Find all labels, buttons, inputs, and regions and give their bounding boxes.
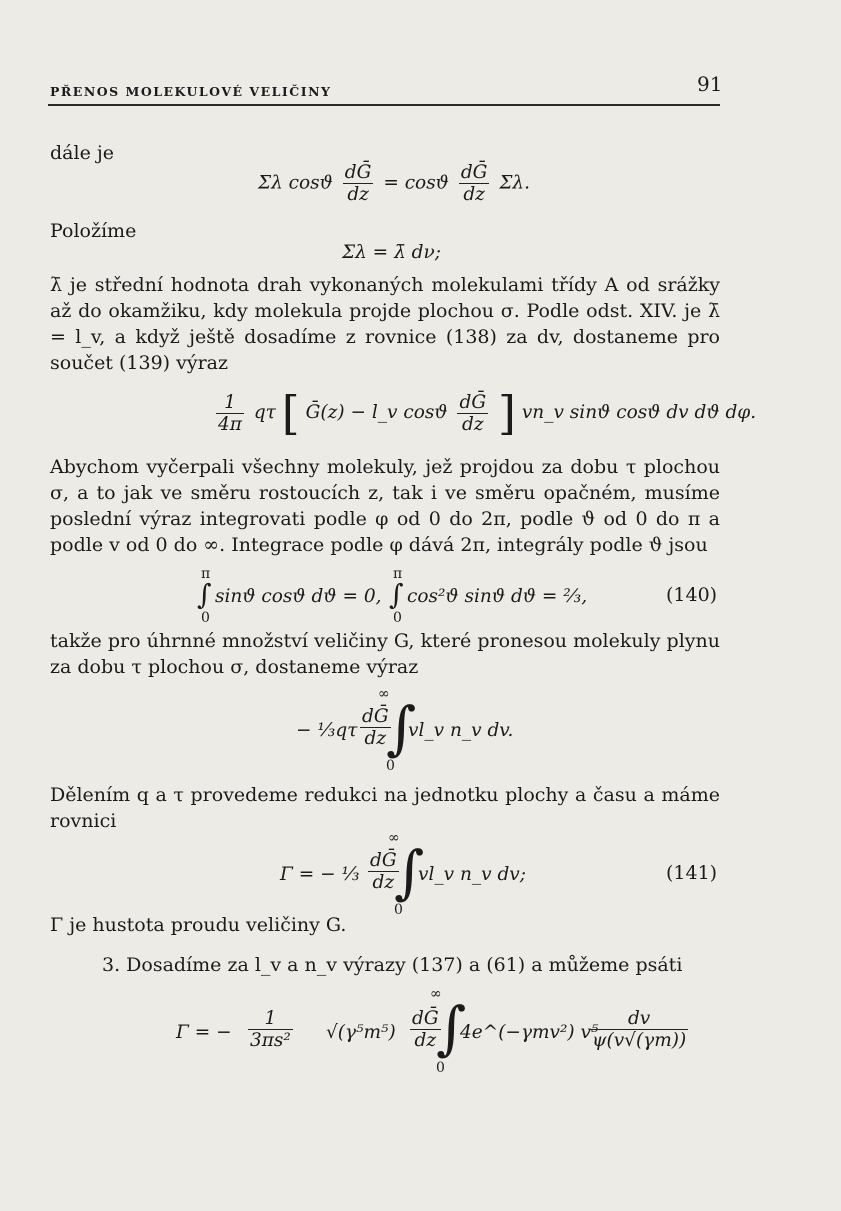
- eq1-frac-den: dz: [343, 183, 374, 205]
- integral-sign-icon: ∫: [394, 838, 425, 906]
- eq3-frac-num: dḠ: [459, 391, 487, 413]
- equation-5: [296, 688, 536, 774]
- integral-sign-icon: ∫: [197, 578, 212, 611]
- left-bracket-icon: [: [281, 386, 300, 440]
- paragraph-gamma: Γ je hustota proudu veličiny G.: [50, 914, 347, 936]
- eq7-limit-bot: 0: [436, 1060, 445, 1076]
- eq1-mid: = cosϑ: [383, 172, 449, 194]
- paragraph-dale-je: dále je: [50, 142, 114, 164]
- eq140-part-b: cos²ϑ sinϑ dϑ = ⅔,: [407, 586, 588, 607]
- eq140-limit-top-2: π: [393, 566, 403, 582]
- eq7-frac-num: 1: [264, 1008, 277, 1029]
- eq7-fraction-3: [590, 1008, 688, 1051]
- eq1-left: Σλ cosϑ: [258, 172, 333, 194]
- eq7-limit-top: ∞: [430, 986, 442, 1002]
- eq141-frac-den: dz: [368, 871, 399, 893]
- paragraph-abychom: Abychom vyčerpali všechny molekuly, jež projdou za dobu τ plochou σ, a to jak ve směru rostoucích z, tak i ve směru opačném, musíme poslední výraz integrovati podle φ od 0 do 2π, podle ϑ od 0 do π a podle v od 0 do ∞. Integrace podle φ dává 2π, integrály podle ϑ jsou: [50, 456, 720, 556]
- eq7-integrand: 4e^(−γmv²) v⁵: [460, 1022, 599, 1043]
- eq141-frac-num: dḠ: [370, 850, 397, 871]
- right-bracket-icon: ]: [498, 386, 516, 440]
- eq141-limit-top: ∞: [388, 830, 400, 846]
- equation-1: [258, 162, 530, 205]
- paragraph-lambda: λ̄ je střední hodnota drah vykonaných molekulami třídy A od srážky až do okamžiku, kdy molekula projde plochou σ. Podle odst. XIV. je λ̄ = l_v, a když ještě dosadíme z rovnice (138) za dv, dostaneme pro součet (139) výraz: [50, 274, 720, 374]
- paragraph-takze: takže pro úhrnné množství veličiny G, které pronesou molekuly plynu za dobu τ plochou σ, dostaneme výraz: [50, 630, 720, 678]
- eq3-pre-num: 1: [224, 391, 236, 413]
- eq7-frac3-den: ψ(v√(γm)): [592, 1030, 687, 1051]
- paragraph-polozime: Položíme: [50, 220, 137, 242]
- eq1-fraction: [343, 162, 374, 205]
- equation-140: [195, 566, 635, 626]
- running-title: PŘENOS MOLEKULOVÉ VELIČINY: [50, 84, 332, 99]
- eq141-limit-bot: 0: [394, 902, 403, 918]
- eq1-frac2-num: dḠ: [460, 162, 488, 183]
- equation-7: [176, 986, 687, 1086]
- paragraph-dosadime: 3. Dosadíme za l_v a n_v výrazy (137) a (61) a můžeme psáti: [102, 954, 683, 976]
- eq141-left: Γ = − ⅓: [280, 864, 360, 885]
- eq140-limit-top-1: π: [201, 566, 211, 582]
- integral-sign-icon: ∫: [389, 578, 404, 611]
- eq7-frac2-den: dz: [410, 1029, 441, 1051]
- integral-sign-icon: ∫: [386, 694, 417, 762]
- eq3-fraction: [457, 392, 488, 435]
- eq5-prefactor: − ⅓qτ: [296, 720, 358, 741]
- equation-141: [280, 832, 540, 920]
- eq140-limit-bot-2: 0: [393, 610, 402, 626]
- eq1-frac2-den: dz: [459, 183, 490, 205]
- eq5-integrand: vl_v n_v dv.: [408, 720, 514, 741]
- eq1-frac-num: dḠ: [344, 162, 372, 183]
- eq3-frac-den: dz: [457, 413, 488, 435]
- equation-number-140: (140): [666, 584, 718, 606]
- eq1-right: Σλ.: [499, 172, 531, 194]
- eq5-limit-top: ∞: [378, 686, 390, 702]
- eq7-root: √(γ⁵m⁵): [326, 1022, 396, 1043]
- eq5-limit-bot: 0: [386, 758, 395, 774]
- eq140-limit-bot-1: 0: [201, 610, 210, 626]
- eq140-part-a: sinϑ cosϑ dϑ = 0,: [215, 586, 382, 607]
- eq3-prefactor: [216, 392, 244, 435]
- integral-sign-icon: ∫: [436, 994, 467, 1062]
- eq3-inner: Ḡ(z) − l_v cosϑ: [305, 402, 448, 423]
- header-rule: [48, 104, 720, 106]
- equation-2: Σλ = λ̄ dν;: [342, 242, 441, 263]
- eq7-frac-den: 3πs²: [250, 1030, 291, 1051]
- eq7-fraction: [248, 1008, 293, 1051]
- equation-3: [212, 386, 756, 440]
- equation-number-141: (141): [666, 862, 718, 884]
- eq141-integrand: vl_v n_v dv;: [418, 864, 526, 885]
- eq3-pre-den: 4π: [218, 413, 242, 435]
- paragraph-delenim: Dělením q a τ provedeme redukci na jednotku plochy a času a máme rovnici: [50, 784, 720, 832]
- eq7-frac3-num: dv: [627, 1008, 651, 1029]
- eq7-frac2-num: dḠ: [412, 1008, 439, 1029]
- eq5-frac-den: dz: [360, 727, 391, 749]
- eq3-qt: qτ: [253, 402, 276, 423]
- eq1-fraction-2: [459, 162, 490, 205]
- eq5-frac-num: dḠ: [362, 706, 389, 727]
- page-number: 91: [697, 72, 723, 96]
- eq7-left: Γ = −: [176, 1022, 232, 1043]
- eq3-tail: vn_v sinϑ cosϑ dv dϑ dφ.: [521, 402, 757, 423]
